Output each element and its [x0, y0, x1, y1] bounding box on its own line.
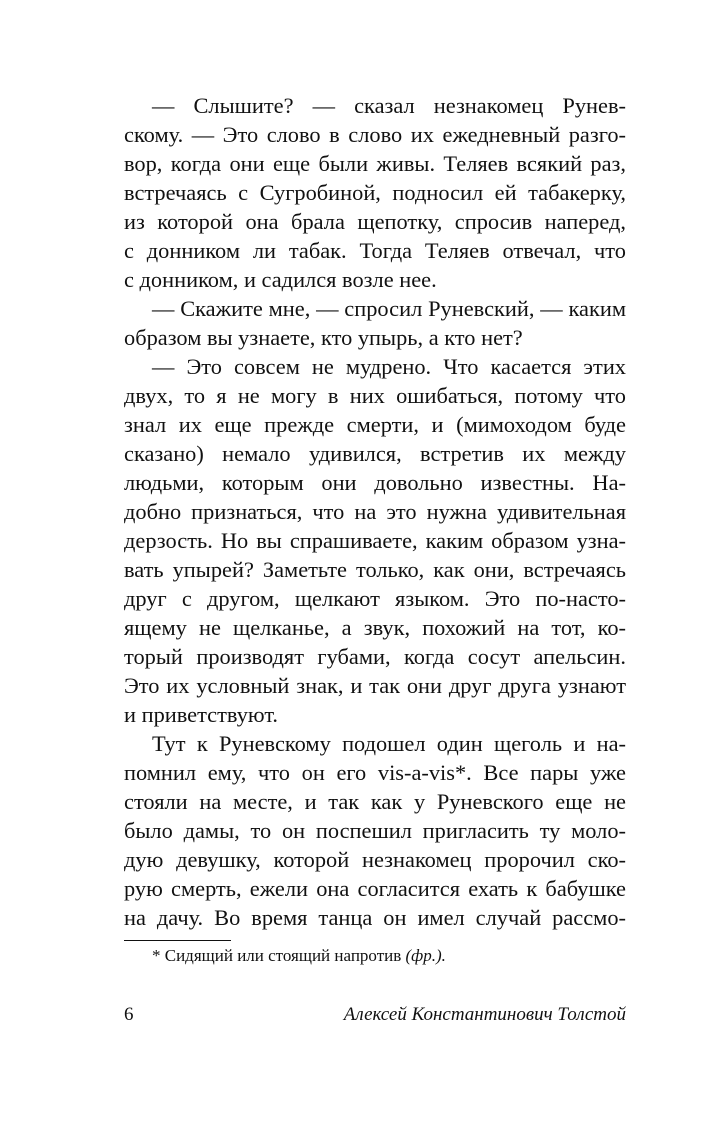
text-line: двух, то я не могу в них ошибаться, потому что: [124, 383, 626, 408]
text-line: помнил ему, что он его vis-a-vis*. Все пары уже: [124, 760, 626, 785]
text-line: вор, когда они еще были живы. Теляев всякий раз,: [124, 151, 626, 176]
footnote-text: * Сидящий или стоящий напротив: [152, 946, 406, 965]
text-line: стояли на месте, и так как у Руневского еще не: [124, 789, 626, 814]
text-line: Это их условный знак, и так они друг друга узнают: [124, 673, 626, 698]
text-line: на дачу. Во время танца он имел случай рассмо-: [124, 905, 626, 930]
text-line: с донником, и садился возле нее.: [124, 267, 437, 292]
text-line: было дамы, то он поспешил пригласить ту моло-: [124, 818, 626, 843]
text-line: и приветствуют.: [124, 702, 279, 727]
footnote-rule: [124, 940, 231, 941]
text-line: — Скажите мне, — спросил Руневский, — каким: [152, 296, 626, 321]
text-line: ящему не щелканье, а звук, похожий на тот, ко-: [124, 615, 626, 640]
page-number: 6: [124, 1004, 134, 1025]
text-line: скому. — Это слово в слово их ежедневный разго-: [124, 122, 626, 147]
text-line: людьми, которым они довольно известны. На-: [124, 470, 626, 495]
text-line: — Это совсем не мудрено. Что касается этих: [152, 354, 626, 379]
text-line: Тут к Руневскому подошел один щеголь и на-: [152, 731, 626, 756]
text-line: добно признаться, что на это нужна удивительная: [124, 499, 626, 524]
text-line: дерзость. Но вы спрашиваете, каким образом узна-: [124, 528, 626, 553]
text-line: сказано) немало удивился, встретив их между: [124, 441, 626, 466]
text-line: встречаясь с Сугробиной, подносил ей табакерку,: [124, 180, 626, 205]
text-line: с донником ли табак. Тогда Теляев отвечал, что: [124, 238, 626, 263]
running-footer-author: Алексей Константинович Толстой: [343, 1004, 626, 1025]
text-line: образом вы узнаете, кто упырь, а кто нет?: [124, 325, 523, 350]
footnote-language-note: (фр.).: [405, 946, 446, 965]
text-line: дую девушку, которой незнакомец пророчил ско-: [124, 847, 626, 872]
footnote: [152, 944, 446, 968]
text-line: вать упырей? Заметьте только, как они, встречаясь: [124, 557, 626, 582]
text-line: из которой она брала щепотку, спросив наперед,: [124, 209, 626, 234]
text-line: торый производят губами, когда сосут апельсин.: [124, 644, 626, 669]
text-line: друг с другом, щелкают языком. Это по-насто-: [124, 586, 626, 611]
text-line: рую смерть, ежели она согласится ехать к бабушке: [124, 876, 626, 901]
text-line: — Слышите? — сказал незнакомец Рунев-: [152, 93, 626, 118]
text-line: знал их еще прежде смерти, и (мимоходом буде: [124, 412, 626, 437]
